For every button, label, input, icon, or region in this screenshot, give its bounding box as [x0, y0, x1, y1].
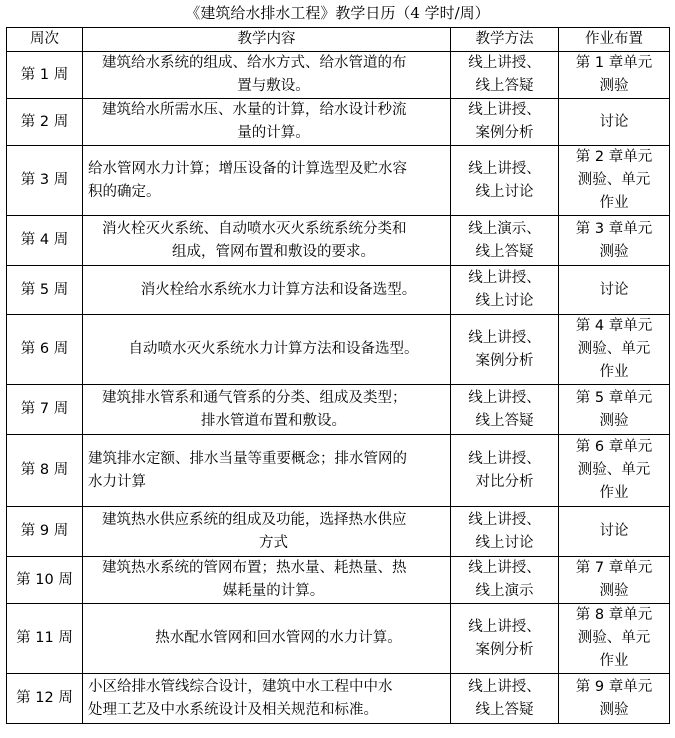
homework-line: 第 2 章单元: [575, 149, 653, 165]
method-line: 线上答疑: [475, 78, 534, 94]
homework-line: 第 4 章单元: [575, 318, 653, 334]
week-label: 第 2 周: [20, 113, 69, 130]
table-row: [7, 674, 670, 724]
homework-line: 测验、单元: [577, 341, 651, 357]
table-header-row: [7, 28, 670, 52]
homework-cell: [559, 266, 670, 315]
week-label: 第 11 周: [16, 630, 73, 646]
homework-line: 第 8 章单元: [575, 607, 653, 623]
header-content: 教学内容: [83, 28, 451, 52]
content-line: 排水管道布置和敷设。: [201, 412, 346, 429]
homework-line: 测验、单元: [577, 462, 651, 478]
homework-cell: [559, 52, 670, 99]
method-line: 线上演示: [475, 583, 534, 599]
content-line: 量的计算。: [237, 125, 310, 141]
week-label: 第 8 周: [20, 462, 69, 478]
content-cell: [83, 557, 451, 604]
teaching-calendar-table: [6, 27, 670, 724]
method-line: 线上讲授、: [468, 55, 541, 71]
content-line: 处理工艺及中水系统设计及相关规范和标准。: [88, 701, 378, 718]
method-cell: [451, 266, 559, 315]
method-line: 线上讲授、: [468, 678, 541, 695]
week-cell: [7, 557, 83, 604]
table-row: [7, 385, 670, 435]
week-cell: [7, 604, 83, 674]
week-label: 第 10 周: [16, 571, 73, 588]
homework-cell: [559, 557, 670, 604]
week-cell: [7, 507, 83, 557]
method-line: 案例分析: [475, 641, 534, 658]
document-title: 《建筑给水排水工程》教学日历（4 学时/周）: [185, 4, 490, 22]
content-line: 自动喷水灭火系统水力计算方法和设备选型。: [128, 341, 419, 357]
homework-line: 作业: [599, 653, 629, 669]
method-line: 线上讲授、: [468, 270, 541, 286]
content-line: 建筑热水系统的管网布置；热水量、耗热量、热: [102, 560, 407, 576]
method-line: 案例分析: [475, 125, 534, 141]
homework-line: 讨论: [599, 523, 629, 539]
week-label: 第 3 周: [20, 172, 69, 188]
method-cell: [451, 146, 559, 216]
method-line: 线上答疑: [475, 243, 534, 260]
content-line: 建筑排水管系和通气管系的分类、组成及类型；: [102, 389, 407, 406]
content-cell: [83, 507, 451, 557]
method-cell: [451, 216, 559, 266]
content-line: 小区给排水管线综合设计，建筑中水工程中中水: [88, 678, 393, 695]
table-row: [7, 507, 670, 557]
content-line: 热水配水管网和回水管网的水力计算。: [155, 630, 402, 646]
week-cell: [7, 266, 83, 315]
week-label: 第 12 周: [16, 690, 73, 706]
content-line: 消火栓灭火系统、自动喷水灭火系统系统分类和: [102, 220, 407, 237]
content-cell: [83, 385, 451, 435]
method-line: 线上答疑: [475, 701, 534, 718]
content-line: 消火栓给水系统水力计算方法和设备选型。: [140, 281, 417, 298]
week-cell: [7, 99, 83, 146]
content-line: 建筑排水定额、排水当量等重要概念；排水管网的: [88, 450, 407, 467]
homework-line: 测验、单元: [577, 630, 651, 646]
method-line: 线上讨论: [475, 534, 534, 551]
content-line: 媒耗量的计算。: [222, 583, 325, 599]
content-cell: [83, 435, 451, 507]
homework-line: 测验、单元: [577, 172, 651, 188]
homework-line: 作业: [599, 485, 629, 501]
homework-line: 测验: [599, 583, 629, 599]
week-cell: [7, 216, 83, 266]
week-cell: [7, 435, 83, 507]
method-line: 线上讲授、: [468, 329, 541, 346]
header-week: 周次: [7, 28, 83, 52]
content-line: 建筑热水供应系统的组成及功能，选择热水供应: [102, 511, 407, 528]
method-cell: [451, 435, 559, 507]
week-cell: [7, 674, 83, 724]
homework-line: 测验: [599, 243, 629, 260]
homework-cell: [559, 99, 670, 146]
homework-line: 第 3 章单元: [575, 220, 653, 237]
homework-cell: [559, 216, 670, 266]
content-cell: [83, 146, 451, 216]
content-line: 积的确定。: [88, 183, 161, 200]
homework-line: 测验: [599, 412, 629, 429]
homework-line: 第 6 章单元: [575, 439, 653, 455]
method-cell: [451, 604, 559, 674]
homework-cell: [559, 507, 670, 557]
method-line: 线上讲授、: [468, 389, 541, 406]
method-line: 案例分析: [475, 352, 534, 369]
homework-line: 作业: [599, 364, 629, 380]
content-line: 建筑给水系统的组成、给水方式、给水管道的布: [102, 55, 407, 71]
table-row: [7, 216, 670, 266]
homework-cell: [559, 674, 670, 724]
week-label: 第 1 周: [20, 66, 69, 83]
homework-line: 作业: [599, 195, 629, 211]
method-line: 对比分析: [475, 473, 534, 490]
method-line: 线上讲授、: [468, 160, 541, 177]
homework-line: 第 9 章单元: [575, 678, 653, 695]
method-line: 线上讲授、: [468, 450, 541, 467]
table-row: [7, 52, 670, 99]
homework-line: 讨论: [599, 281, 629, 298]
content-line: 水力计算: [88, 473, 146, 490]
homework-cell: [559, 385, 670, 435]
homework-cell: [559, 604, 670, 674]
table-row: [7, 435, 670, 507]
method-line: 线上讲授、: [468, 511, 541, 528]
content-cell: [83, 674, 451, 724]
homework-line: 测验: [599, 78, 629, 94]
week-label: 第 7 周: [20, 401, 69, 417]
method-cell: [451, 315, 559, 385]
homework-line: 第 1 章单元: [575, 55, 653, 71]
table-body: [7, 52, 670, 724]
table-row: [7, 99, 670, 146]
homework-cell: [559, 315, 670, 385]
method-line: 线上演示、: [468, 220, 541, 237]
method-line: 线上答疑: [475, 412, 534, 429]
method-cell: [451, 52, 559, 99]
homework-line: 测验: [599, 701, 629, 718]
method-cell: [451, 99, 559, 146]
table-row: [7, 557, 670, 604]
method-cell: [451, 385, 559, 435]
method-line: 线上讨论: [475, 293, 534, 309]
week-cell: [7, 315, 83, 385]
week-cell: [7, 52, 83, 99]
method-cell: [451, 507, 559, 557]
table-row: [7, 146, 670, 216]
content-line: 给水管网水力计算；增压设备的计算选型及贮水容: [88, 160, 407, 177]
method-cell: [451, 557, 559, 604]
content-cell: [83, 99, 451, 146]
method-cell: [451, 674, 559, 724]
homework-cell: [559, 146, 670, 216]
homework-line: 第 5 章单元: [575, 389, 653, 406]
week-label: 第 5 周: [20, 281, 69, 298]
homework-line: 讨论: [599, 113, 629, 130]
content-line: 置与敷设。: [237, 78, 310, 94]
table-row: [7, 266, 670, 315]
week-cell: [7, 385, 83, 435]
content-cell: [83, 266, 451, 315]
table-row: [7, 315, 670, 385]
week-label: 第 4 周: [20, 232, 69, 248]
content-line: 方式: [259, 534, 288, 551]
method-line: 线上讨论: [475, 183, 534, 200]
method-line: 线上讲授、: [468, 102, 541, 118]
content-line: 组成，管网布置和敷设的要求。: [172, 243, 375, 260]
table-row: [7, 604, 670, 674]
method-line: 线上讲授、: [468, 560, 541, 576]
homework-line: 第 7 章单元: [575, 560, 653, 576]
header-homework: 作业布置: [559, 28, 670, 52]
homework-cell: [559, 435, 670, 507]
header-method: 教学方法: [451, 28, 559, 52]
content-cell: [83, 604, 451, 674]
method-line: 线上讲授、: [468, 618, 541, 635]
week-cell: [7, 146, 83, 216]
content-cell: [83, 216, 451, 266]
week-label: 第 6 周: [20, 341, 69, 357]
content-cell: [83, 52, 451, 99]
week-label: 第 9 周: [20, 523, 69, 539]
content-line: 建筑给水所需水压、水量的计算，给水设计秒流: [102, 102, 407, 118]
content-cell: [83, 315, 451, 385]
